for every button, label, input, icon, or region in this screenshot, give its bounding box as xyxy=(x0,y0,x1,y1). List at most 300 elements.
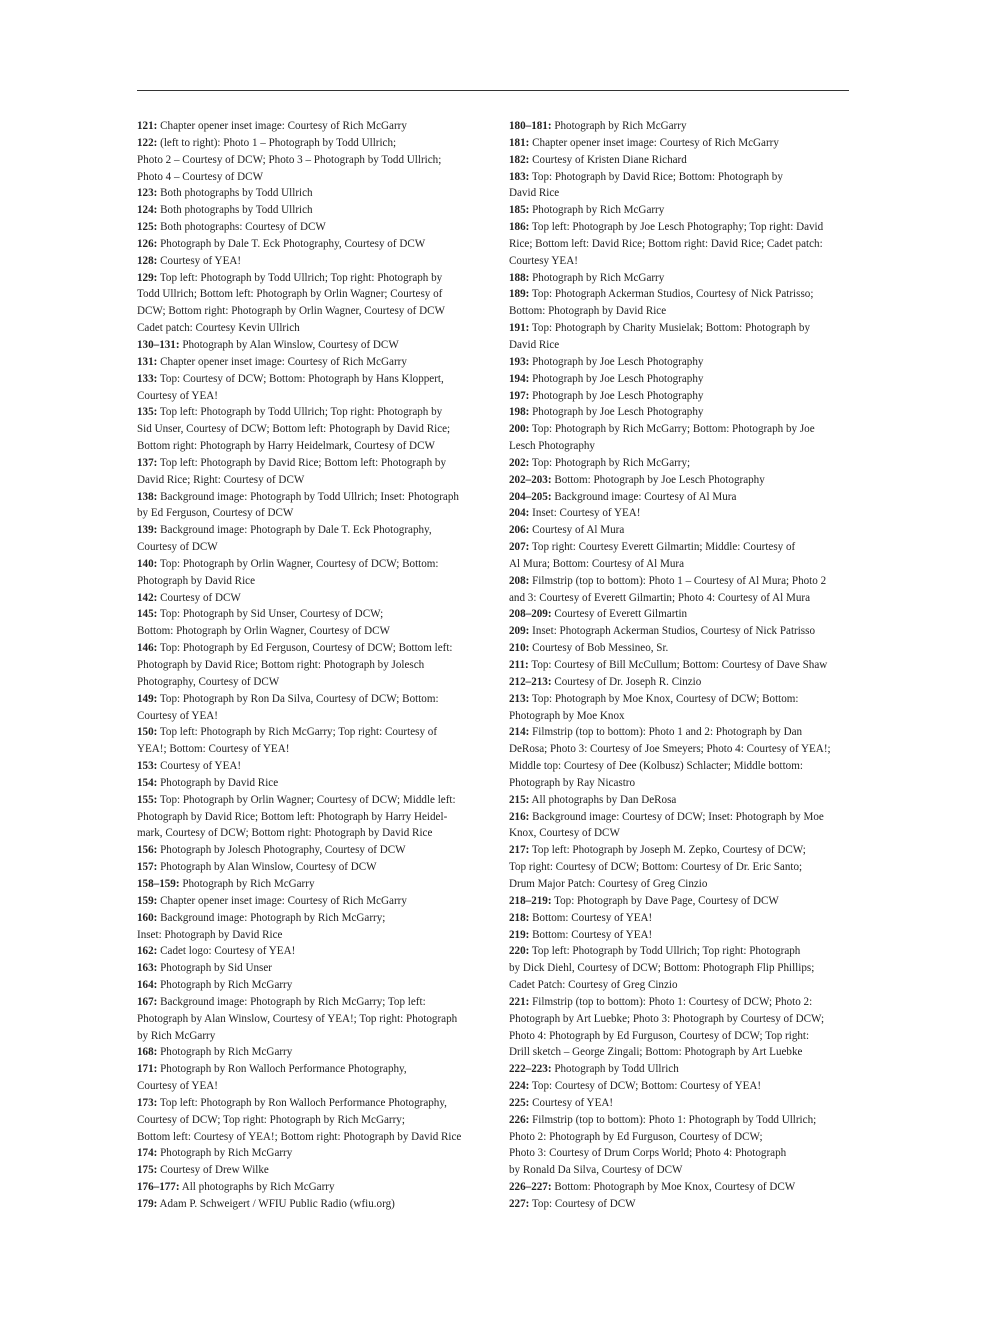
credit-text: Photograph by Todd Ullrich xyxy=(554,1063,679,1076)
credit-line xyxy=(137,354,477,371)
page-number-label: 168: xyxy=(137,1046,158,1059)
page-number-label: 215: xyxy=(509,793,530,806)
credit-line xyxy=(137,118,477,135)
credit-line xyxy=(137,775,477,792)
credit-line xyxy=(137,893,477,910)
credit-text: Lesch Photography xyxy=(509,440,595,453)
page-number-label: 164: xyxy=(137,979,158,992)
credit-text: Both photographs: Courtesy of DCW xyxy=(160,221,326,234)
page-number-label: 225: xyxy=(509,1096,530,1109)
page-number-label: 124: xyxy=(137,204,158,217)
credit-line xyxy=(509,606,849,623)
credit-text: Photograph by Joe Lesch Photography xyxy=(532,372,704,385)
credit-text: Top: Courtesy of DCW; Bottom: Courtesy of YEA! xyxy=(531,1080,762,1093)
credit-line xyxy=(509,943,849,960)
page-number-label: 122: xyxy=(137,136,158,149)
page-number-label: 160: xyxy=(137,911,158,924)
credit-text: Bottom: Photograph by Moe Knox, Courtesy of DCW xyxy=(554,1181,796,1194)
page-number-label: 182: xyxy=(509,153,530,166)
credit-line xyxy=(137,1145,477,1162)
credit-text: Photograph by Rich McGarry xyxy=(554,120,687,132)
credit-line xyxy=(509,1112,849,1129)
credit-text: Photo 2: Photograph by Ed Furguson, Courtesy of DCW; xyxy=(509,1130,763,1143)
credit-line xyxy=(509,1078,849,1095)
credit-line xyxy=(137,657,477,674)
credit-line xyxy=(509,1129,849,1146)
credit-text: Courtesy of Bob Messineo, Sr. xyxy=(532,642,669,655)
credit-line xyxy=(137,910,477,927)
credit-line xyxy=(137,1078,477,1095)
page-number-label: 180–181: xyxy=(509,120,552,132)
credit-text: Courtesy of YEA! xyxy=(160,254,242,267)
credit-line xyxy=(509,1179,849,1196)
credit-text: Courtesy of Dr. Joseph R. Cinzio xyxy=(554,675,702,688)
credit-line xyxy=(509,876,849,893)
credit-line xyxy=(137,640,477,657)
credit-line xyxy=(509,842,849,859)
credit-line xyxy=(509,371,849,388)
page-number-label: 183: xyxy=(509,170,530,183)
credit-text: Bottom: Photograph by Joe Lesch Photography xyxy=(554,473,765,486)
credit-text: by Ronald Da Silva, Courtesy of DCW xyxy=(509,1164,683,1177)
credit-text: Courtesy of YEA! xyxy=(137,1080,218,1093)
credit-text: Photograph by Rich McGarry xyxy=(182,877,315,890)
credit-text: Top: Photograph by David Rice; Bottom: Photograph by xyxy=(531,170,783,183)
credit-text: Bottom left: Courtesy of YEA!; Bottom right: Photograph by David Rice xyxy=(137,1130,462,1143)
credit-line xyxy=(137,1095,477,1112)
page-number-label: 154: xyxy=(137,776,158,789)
credit-text: Cadet Patch: Courtesy of Greg Cinzio xyxy=(509,979,678,992)
credit-text: Inset: Photograph Ackerman Studios, Courtesy of Nick Patrisso xyxy=(532,625,815,638)
page-number-label: 202: xyxy=(509,456,530,469)
credits-column-left xyxy=(137,118,477,1213)
credit-text: Top: Photograph by Dave Page, Courtesy of DCW xyxy=(554,894,779,907)
page-number-label: 153: xyxy=(137,760,158,773)
credit-line xyxy=(137,573,477,590)
page-number-label: 222–223: xyxy=(509,1063,552,1076)
credit-line xyxy=(137,606,477,623)
credit-line xyxy=(509,825,849,842)
page-number-label: 206: xyxy=(509,524,530,537)
credit-line xyxy=(509,1044,849,1061)
credit-text: David Rice; Right: Courtesy of DCW xyxy=(137,473,305,486)
credit-line xyxy=(137,1028,477,1045)
credit-text: Photograph by David Rice xyxy=(137,574,256,587)
credit-line xyxy=(509,202,849,219)
credit-text: Photo 2 – Courtesy of DCW; Photo 3 – Photograph by Todd Ullrich; xyxy=(137,153,442,166)
credit-text: Filmstrip (top to bottom): Photo 1: Photograph by Todd Ullrich; xyxy=(532,1113,817,1126)
credit-line xyxy=(137,842,477,859)
credit-text: Top: Courtesy of DCW; Bottom: Photograph by Hans Kloppert, xyxy=(159,372,444,385)
credit-line xyxy=(137,960,477,977)
credit-text: (left to right): Photo 1 – Photograph by Todd Ullrich; xyxy=(160,136,397,149)
credit-line xyxy=(137,758,477,775)
credit-text: Adam P. Schweigert / WFIU Public Radio (wfiu.org) xyxy=(159,1198,395,1210)
credit-text: Background image: Photograph by Rich McGarry; Top left: xyxy=(160,995,426,1008)
credit-line xyxy=(509,438,849,455)
credit-line xyxy=(137,303,477,320)
credit-text: mark, Courtesy of DCW; Bottom right: Photograph by David Rice xyxy=(137,827,433,840)
credit-line xyxy=(137,270,477,287)
page-number-label: 158–159: xyxy=(137,877,180,890)
credit-line xyxy=(509,404,849,421)
credit-line xyxy=(509,505,849,522)
credit-text: Top: Photograph by Moe Knox, Courtesy of DCW; Bottom: xyxy=(531,692,799,705)
credit-text: Photograph by Joe Lesch Photography xyxy=(532,389,704,402)
credit-text: Top left: Photograph by Todd Ullrich; Top right: Photograph xyxy=(531,945,801,958)
credit-text: Photograph by David Rice xyxy=(160,776,279,789)
page-number-label: 216: xyxy=(509,810,530,823)
credit-line xyxy=(509,708,849,725)
page-number-label: 174: xyxy=(137,1147,158,1160)
credit-line xyxy=(509,724,849,741)
credit-line xyxy=(137,556,477,573)
credit-line xyxy=(509,1145,849,1162)
page-number-label: 218: xyxy=(509,911,530,924)
credit-line xyxy=(137,236,477,253)
credit-text: Chapter opener inset image: Courtesy of Rich McGarry xyxy=(160,894,407,907)
credit-text: Photograph by Joe Lesch Photography xyxy=(532,406,704,419)
credit-text: Bottom: Courtesy of YEA! xyxy=(532,911,653,924)
credit-text: Photograph by Rich McGarry xyxy=(532,271,665,284)
page-number-label: 133: xyxy=(137,372,158,385)
credit-line xyxy=(509,691,849,708)
credit-line xyxy=(509,657,849,674)
credit-text: Top: Photograph by Sid Unser, Courtesy of DCW; xyxy=(159,608,384,621)
credit-text: Inset: Courtesy of YEA! xyxy=(532,507,641,520)
credit-line xyxy=(509,1196,849,1213)
credit-text: Courtesy of DCW; Top right: Photograph by Rich McGarry; xyxy=(137,1113,405,1126)
credit-line xyxy=(137,1011,477,1028)
credit-text: Courtesy of Al Mura xyxy=(532,524,625,537)
page-number-label: 159: xyxy=(137,894,158,907)
page-number-label: 146: xyxy=(137,642,158,655)
credit-line xyxy=(509,640,849,657)
credit-text: Top: Courtesy of Bill McCullum; Bottom: Courtesy of Dave Shaw xyxy=(531,659,828,671)
credit-line xyxy=(137,792,477,809)
credit-line xyxy=(137,876,477,893)
credit-line xyxy=(509,1095,849,1112)
credit-line xyxy=(137,421,477,438)
page-number-label: 156: xyxy=(137,844,158,857)
credit-text: Background image: Photograph by Todd Ullrich; Inset: Photograph xyxy=(160,490,459,503)
page-number-label: 167: xyxy=(137,995,158,1008)
credit-line xyxy=(137,623,477,640)
credit-line xyxy=(137,741,477,758)
credit-line xyxy=(509,354,849,371)
credit-line xyxy=(509,320,849,337)
credit-text: Background image: Photograph by Dale T. Eck Photography, xyxy=(160,524,432,537)
credit-line xyxy=(509,303,849,320)
page-number-label: 200: xyxy=(509,423,530,436)
credit-text: Photograph by Alan Winslow, Courtesy of DCW xyxy=(160,861,377,874)
credit-text: Photo 4 – Courtesy of DCW xyxy=(137,170,264,183)
credit-line xyxy=(137,253,477,270)
credit-text: David Rice xyxy=(509,338,560,351)
credit-text: Filmstrip (top to bottom): Photo 1: Courtesy of DCW; Photo 2: xyxy=(532,995,813,1008)
page-number-label: 130–131: xyxy=(137,338,180,351)
credit-line xyxy=(509,590,849,607)
page-number-label: 149: xyxy=(137,692,158,705)
credit-line xyxy=(137,404,477,421)
credit-text: Filmstrip (top to bottom): Photo 1 and 2: Photograph by Dan xyxy=(532,726,803,739)
credit-line xyxy=(509,809,849,826)
page-number-label: 162: xyxy=(137,945,158,958)
credit-line xyxy=(137,1112,477,1129)
page-number-label: 208: xyxy=(509,574,530,587)
credit-line xyxy=(137,388,477,405)
page-number-label: 209: xyxy=(509,625,530,638)
page-number-label: 129: xyxy=(137,271,158,284)
credit-text: Bottom: Courtesy of YEA! xyxy=(532,928,653,941)
page-number-label: 211: xyxy=(509,659,529,671)
credit-text: Drum Major Patch: Courtesy of Greg Cinzio xyxy=(509,877,708,890)
credit-line xyxy=(509,489,849,506)
page-number-label: 138: xyxy=(137,490,158,503)
credit-line xyxy=(509,1061,849,1078)
credit-line xyxy=(509,455,849,472)
credit-line xyxy=(509,960,849,977)
credit-text: Photograph by Art Luebke; Photo 3: Photograph by Courtesy of DCW; xyxy=(509,1012,825,1025)
credit-line xyxy=(509,674,849,691)
credit-line xyxy=(137,337,477,354)
credit-line xyxy=(137,286,477,303)
page-number-label: 221: xyxy=(509,995,530,1008)
credit-text: YEA!; Bottom: Courtesy of YEA! xyxy=(137,743,290,756)
page-number-label: 208–209: xyxy=(509,608,552,621)
page-number-label: 217: xyxy=(509,844,530,857)
credit-text: Photograph by Sid Unser xyxy=(160,962,272,975)
credit-line xyxy=(137,809,477,826)
credit-text: Photograph by Rich McGarry xyxy=(160,979,293,992)
credit-text: Sid Unser, Courtesy of DCW; Bottom left: Photograph by David Rice; xyxy=(137,423,451,436)
credit-text: Top left: Photograph by David Rice; Bottom left: Photograph by xyxy=(159,456,447,469)
page-number-label: 176–177: xyxy=(137,1181,180,1194)
credit-text: Middle top: Courtesy of Dee (Kolbusz) Schlacter; Middle bottom: xyxy=(509,760,803,773)
credit-line xyxy=(509,741,849,758)
credit-text: All photographs by Dan DeRosa xyxy=(531,793,677,806)
credit-text: Top: Photograph by Rich McGarry; xyxy=(531,456,691,469)
credit-line xyxy=(509,388,849,405)
credit-text: DeRosa; Photo 3: Courtesy of Joe Smeyers; Photo 4: Courtesy of YEA!; xyxy=(509,743,831,756)
page-number-label: 142: xyxy=(137,591,158,604)
credit-text: Courtesy of DCW xyxy=(137,541,218,554)
page-number-label: 157: xyxy=(137,861,158,874)
credit-line xyxy=(509,994,849,1011)
credit-line xyxy=(137,590,477,607)
credit-text: David Rice xyxy=(509,187,560,200)
credit-text: Filmstrip (top to bottom): Photo 1 – Courtesy of Al Mura; Photo 2 xyxy=(532,574,827,587)
credit-text: Photograph by Dale T. Eck Photography, Courtesy of DCW xyxy=(160,237,426,250)
credit-text: and 3: Courtesy of Everett Gilmartin; Photo 4: Courtesy of Al Mura xyxy=(509,591,811,604)
credit-text: Photograph by David Rice; Bottom left: Photograph by Harry Heidel- xyxy=(137,810,448,823)
credit-text: Chapter opener inset image: Courtesy of Rich McGarry xyxy=(160,355,407,368)
credit-text: Chapter opener inset image: Courtesy of Rich McGarry xyxy=(160,120,407,132)
credit-text: Bottom right: Photograph by Harry Heidelmark, Courtesy of DCW xyxy=(137,440,435,453)
credit-text: Photograph by Joe Lesch Photography xyxy=(532,355,704,368)
credit-line xyxy=(509,219,849,236)
credit-text: Top left: Photograph by Joseph M. Zepko, Courtesy of DCW; xyxy=(531,844,806,857)
credit-text: Courtesy of Drew Wilke xyxy=(160,1164,269,1177)
credit-text: Cadet patch: Courtesy Kevin Ullrich xyxy=(137,322,300,335)
credit-text: Top left: Photograph by Todd Ullrich; Top right: Photograph by xyxy=(159,406,443,419)
page-number-label: 210: xyxy=(509,642,530,655)
credit-text: Photograph by Ray Nicastro xyxy=(509,776,636,789)
page-number-label: 218–219: xyxy=(509,894,552,907)
page-number-label: 185: xyxy=(509,204,530,217)
credit-line xyxy=(137,943,477,960)
credit-text: Cadet logo: Courtesy of YEA! xyxy=(160,945,296,958)
credit-line xyxy=(137,202,477,219)
credit-line xyxy=(509,623,849,640)
credit-text: Bottom: Photograph by Orlin Wagner, Courtesy of DCW xyxy=(137,625,390,638)
credit-text: Top: Courtesy of DCW xyxy=(531,1198,636,1210)
page-number-label: 181: xyxy=(509,136,530,149)
credit-text: Bottom: Photograph by David Rice xyxy=(509,305,667,318)
page-number-label: 175: xyxy=(137,1164,158,1177)
credit-text: Photograph by Alan Winslow, Courtesy of YEA!; Top right: Photograph xyxy=(137,1012,458,1025)
credit-text: Photograph by Alan Winslow, Courtesy of DCW xyxy=(182,338,399,351)
credit-text: Drill sketch – George Zingali; Bottom: Photograph by Art Luebke xyxy=(509,1046,803,1059)
credit-text: Courtesy YEA! xyxy=(509,254,578,267)
credit-text: by Rich McGarry xyxy=(137,1029,216,1042)
credit-line xyxy=(137,135,477,152)
credit-text: Top left: Photograph by Rich McGarry; Top right: Courtesy of xyxy=(159,726,438,739)
credit-line xyxy=(509,118,849,135)
credit-line xyxy=(137,169,477,186)
credit-line xyxy=(137,438,477,455)
credit-text: Top: Photograph by Charity Musielak; Bottom: Photograph by xyxy=(531,322,811,335)
credit-line xyxy=(509,236,849,253)
credit-text: Photograph by Rich McGarry xyxy=(160,1147,293,1160)
credit-line xyxy=(137,185,477,202)
credit-line xyxy=(509,893,849,910)
page-number-label: 194: xyxy=(509,372,530,385)
credit-text: Photography, Courtesy of DCW xyxy=(137,675,280,688)
credit-text: Background image: Courtesy of DCW; Inset: Photograph by Moe xyxy=(532,810,824,823)
page-number-label: 155: xyxy=(137,793,158,806)
credit-text: Top left: Photograph by Todd Ullrich; Top right: Photograph by xyxy=(159,271,443,284)
credit-line xyxy=(137,1061,477,1078)
credit-text: Photograph by Rich McGarry xyxy=(160,1046,293,1059)
credit-text: by Dick Diehl, Courtesy of DCW; Bottom: Photograph Flip Phillips; xyxy=(509,962,815,975)
page-number-label: 220: xyxy=(509,945,530,958)
credit-text: Courtesy of DCW xyxy=(160,591,241,604)
credit-text: Photograph by David Rice; Bottom right: Photograph by Jolesch xyxy=(137,659,425,671)
page-number-label: 202–203: xyxy=(509,473,552,486)
credit-text: Top left: Photograph by Ron Walloch Performance Photography, xyxy=(159,1096,447,1109)
credit-text: Photograph by Moe Knox xyxy=(509,709,625,722)
page-number-label: 145: xyxy=(137,608,158,621)
page-number-label: 226–227: xyxy=(509,1181,552,1194)
credit-line xyxy=(137,977,477,994)
credit-line xyxy=(137,152,477,169)
credit-line xyxy=(137,219,477,236)
page-number-label: 163: xyxy=(137,962,158,975)
page-number-label: 212–213: xyxy=(509,675,552,688)
credit-line xyxy=(509,185,849,202)
credit-line xyxy=(137,539,477,556)
credit-line xyxy=(509,286,849,303)
credit-text: All photographs by Rich McGarry xyxy=(181,1181,335,1194)
page-number-label: 213: xyxy=(509,692,530,705)
credit-text: by Ed Ferguson, Courtesy of DCW xyxy=(137,507,294,520)
credit-line xyxy=(509,775,849,792)
credit-line xyxy=(137,489,477,506)
credit-text: Knox, Courtesy of DCW xyxy=(509,827,620,840)
credit-text: Rice; Bottom left: David Rice; Bottom right: David Rice; Cadet patch: xyxy=(509,237,823,250)
credit-text: Photo 4: Photograph by Ed Furguson, Courtesy of DCW; Top right: xyxy=(509,1029,810,1042)
page-number-label: 173: xyxy=(137,1096,158,1109)
credit-line xyxy=(137,522,477,539)
credit-text: Top right: Courtesy Everett Gilmartin; Middle: Courtesy of xyxy=(531,541,796,554)
credit-line xyxy=(137,320,477,337)
credit-line xyxy=(509,1162,849,1179)
credits-column-right xyxy=(509,118,849,1213)
credit-text: DCW; Bottom right: Photograph by Orlin Wagner, Courtesy of DCW xyxy=(137,305,446,318)
credit-line xyxy=(509,539,849,556)
credit-line xyxy=(137,674,477,691)
header-rule xyxy=(137,90,849,91)
credit-line xyxy=(137,455,477,472)
credit-line xyxy=(509,758,849,775)
credit-text: Background image: Courtesy of Al Mura xyxy=(554,490,737,503)
credit-line xyxy=(509,910,849,927)
credit-line xyxy=(509,270,849,287)
credit-line xyxy=(137,927,477,944)
credit-text: Courtesy of YEA! xyxy=(137,709,218,722)
credit-line xyxy=(137,371,477,388)
page-number-label: 191: xyxy=(509,322,530,335)
credit-line xyxy=(509,169,849,186)
credit-line xyxy=(137,1044,477,1061)
credit-line xyxy=(137,505,477,522)
page-number-label: 131: xyxy=(137,355,158,368)
page-number-label: 219: xyxy=(509,928,530,941)
page-number-label: 171: xyxy=(137,1063,158,1076)
credit-text: Courtesy of YEA! xyxy=(532,1096,614,1109)
credit-line xyxy=(509,556,849,573)
page-number-label: 179: xyxy=(137,1198,158,1210)
credit-line xyxy=(137,708,477,725)
credit-text: Chapter opener inset image: Courtesy of Rich McGarry xyxy=(532,136,779,149)
page-number-label: 150: xyxy=(137,726,158,739)
credit-text: Courtesy of Everett Gilmartin xyxy=(554,608,688,621)
page-number-label: 207: xyxy=(509,541,530,554)
credit-line xyxy=(137,1129,477,1146)
credit-text: Top: Photograph by Orlin Wagner, Courtesy of DCW; Bottom: xyxy=(159,557,439,570)
page-number-label: 204: xyxy=(509,507,530,520)
credit-line xyxy=(509,152,849,169)
credit-line xyxy=(509,859,849,876)
page-number-label: 224: xyxy=(509,1080,530,1093)
credit-text: Top: Photograph by Ed Ferguson, Courtesy of DCW; Bottom left: xyxy=(159,642,453,655)
credit-text: Both photographs by Todd Ullrich xyxy=(160,187,313,200)
page-number-label: 198: xyxy=(509,406,530,419)
credit-line xyxy=(137,724,477,741)
credit-text: Top: Photograph by Orlin Wagner; Courtesy of DCW; Middle left: xyxy=(159,793,456,806)
page-number-label: 128: xyxy=(137,254,158,267)
credit-line xyxy=(509,253,849,270)
credit-line xyxy=(509,1028,849,1045)
credit-text: Courtesy of Kristen Diane Richard xyxy=(532,153,687,166)
credit-line xyxy=(509,792,849,809)
credit-line xyxy=(509,421,849,438)
page-number-label: 214: xyxy=(509,726,530,739)
credit-text: Courtesy of YEA! xyxy=(160,760,242,773)
credit-line xyxy=(137,859,477,876)
credit-line xyxy=(137,1196,477,1213)
